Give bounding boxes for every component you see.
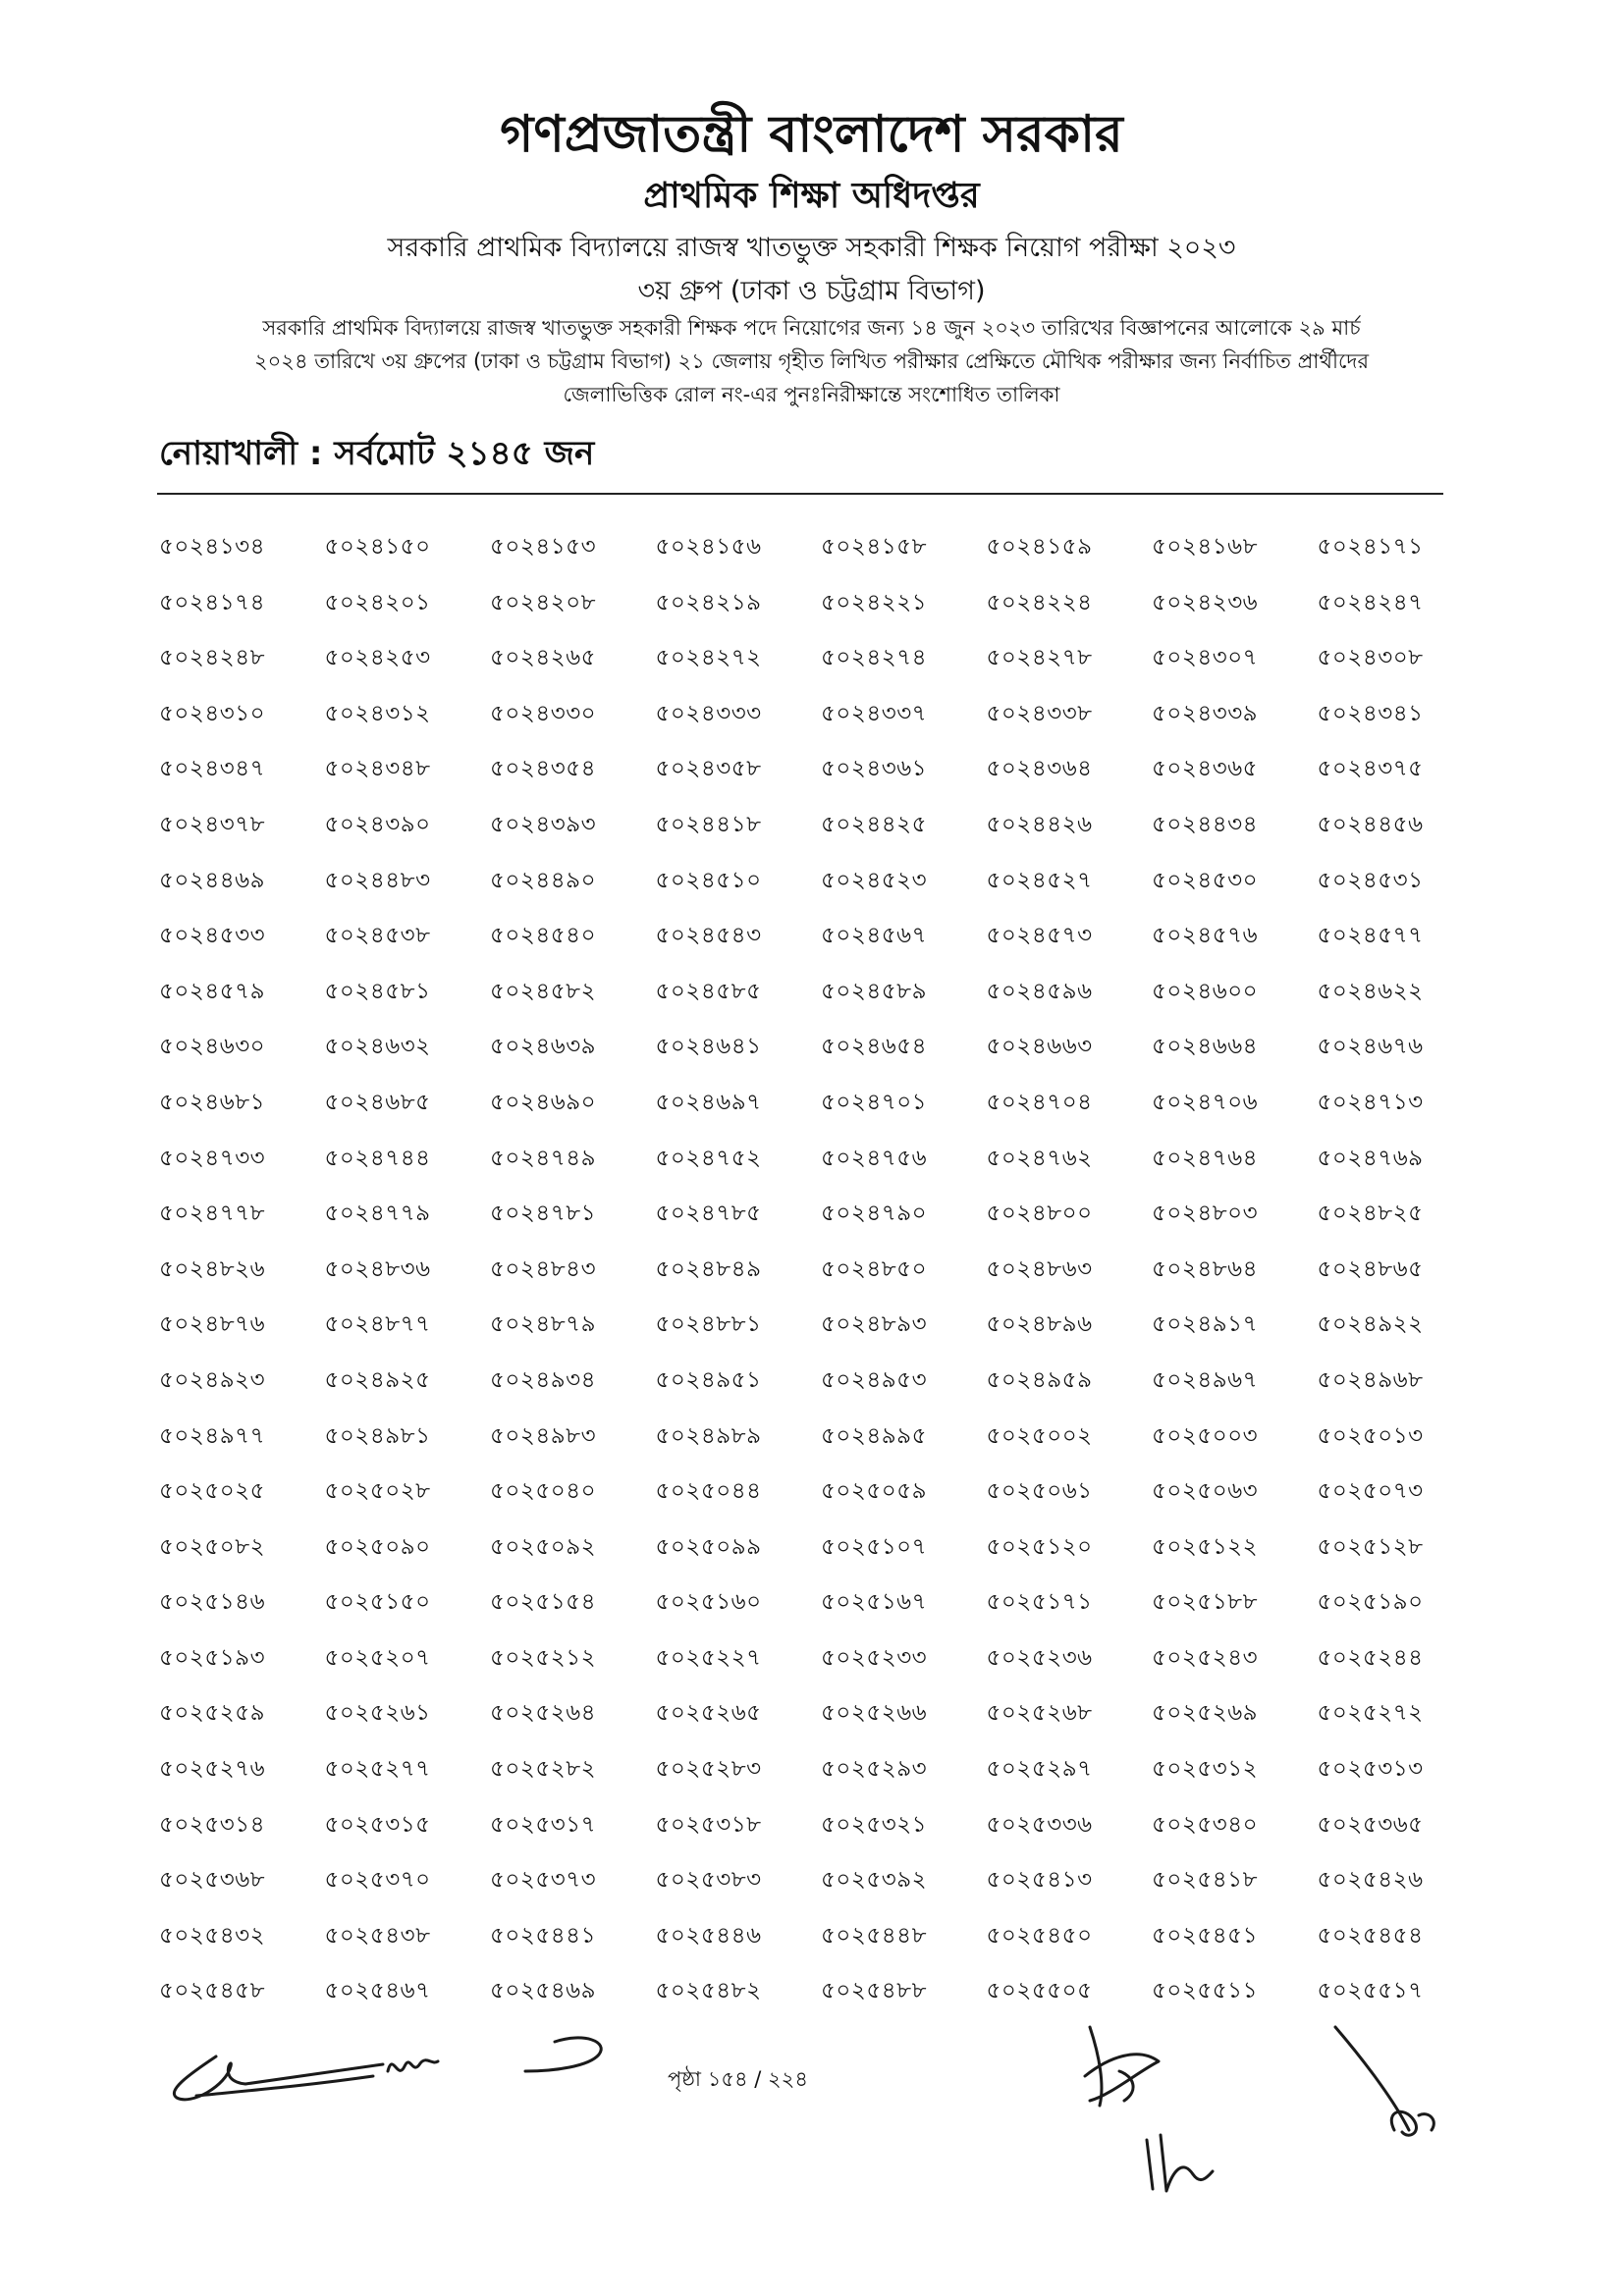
- roll-number: ৫০২৪৪২৫: [821, 811, 928, 837]
- roll-number: ৫০২৪৪৯০: [490, 867, 597, 893]
- signature-1: [157, 2037, 393, 2115]
- signature-3: [515, 2027, 614, 2086]
- roll-number: ৫০২৫১৮৮: [1152, 1589, 1259, 1616]
- roll-number: ৫০২৪৭৬৪: [1152, 1145, 1259, 1171]
- roll-number: ৫০২৫৩৬৫: [1317, 1811, 1424, 1838]
- table-row: [159, 1088, 1445, 1144]
- roll-number: ৫০২৫২৩৩: [821, 1644, 928, 1671]
- group-title: ৩য় গ্রুপ (ঢাকা ও চট্টগ্রাম বিভাগ): [637, 276, 986, 306]
- roll-number: ৫০২৪১৩৪: [159, 534, 266, 560]
- roll-number: ৫০২৪৬৫৪: [821, 1034, 928, 1060]
- roll-number: ৫০২৪৫৩৩: [159, 923, 266, 949]
- roll-number: ৫০২৪৩৩৮: [986, 700, 1093, 726]
- roll-number: ৫০২৫০৯০: [324, 1533, 431, 1560]
- roll-number: ৫০২৪৬৬৩: [986, 1034, 1093, 1060]
- roll-number: ৫০২৪৮০০: [986, 1201, 1093, 1227]
- roll-number: ৫০২৪৩৭৮: [159, 811, 266, 837]
- roll-number: ৫০২৫০৫৯: [821, 1478, 928, 1505]
- roll-number: ৫০২৪৯৯৫: [821, 1422, 928, 1449]
- roll-number: ৫০২৫১৯৩: [159, 1644, 266, 1671]
- roll-number: ৫০২৫০৯৯: [655, 1533, 762, 1560]
- roll-number: ৫০২৫০০২: [986, 1422, 1093, 1449]
- roll-number: ৫০২৫০৮২: [159, 1533, 266, 1560]
- roll-number: ৫০২৫৩১৫: [324, 1811, 431, 1838]
- roll-number: ৫০২৫৩১৮: [655, 1811, 762, 1838]
- roll-number: ৫০২৪৯২২: [1317, 1311, 1424, 1338]
- roll-number: ৫০২৫৪১৮: [1152, 1867, 1259, 1894]
- roll-number: ৫০২৪৭৬২: [986, 1145, 1093, 1171]
- roll-number: ৫০২৪৭৬৯: [1317, 1145, 1424, 1171]
- roll-number: ৫০২৪৫২৭: [986, 867, 1093, 893]
- roll-number: ৫০২৪৪১৮: [655, 811, 762, 837]
- roll-number: ৫০২৪৫৮৫: [655, 978, 762, 1004]
- roll-number: ৫০২৫০৬৩: [1152, 1478, 1259, 1505]
- roll-number: ৫০২৪৮৯৩: [821, 1311, 928, 1338]
- roll-number: ৫০২৫৩৪০: [1152, 1811, 1259, 1838]
- table-row: [159, 1032, 1445, 1088]
- government-title: গণপ্রজাতন্ত্রী বাংলাদেশ সরকার: [500, 105, 1123, 164]
- roll-number: ৫০২৪৭৩৩: [159, 1145, 266, 1171]
- roll-number: ৫০২৫২৯৩: [821, 1756, 928, 1783]
- roll-number: ৫০২৪৫৭৭: [1317, 923, 1424, 949]
- roll-number: ৫০২৫১৯০: [1317, 1589, 1424, 1616]
- roll-number: ৫০২৪২৭৪: [821, 645, 928, 671]
- roll-number: ৫০২৫৩১৩: [1317, 1756, 1424, 1783]
- roll-number: ৫০২৫৩১৪: [159, 1811, 266, 1838]
- table-row: [159, 1976, 1445, 2032]
- roll-number: ৫০২৫৫০৫: [986, 1978, 1093, 2004]
- roll-number: ৫০২৪৮৪৯: [655, 1255, 762, 1282]
- roll-number: ৫০২৫৪৫০: [986, 1922, 1093, 1949]
- table-row: [159, 643, 1445, 699]
- roll-number: ৫০২৪৫৩৮: [324, 923, 431, 949]
- roll-number: ৫০২৪৮৬৫: [1317, 1255, 1424, 1282]
- roll-number: ৫০২৫০৪৪: [655, 1478, 762, 1505]
- roll-number: ৫০২৪৩৪৭: [159, 756, 266, 782]
- roll-number: ৫০২৪২০১: [324, 589, 431, 615]
- roll-number: ৫০২৪৫৮৯: [821, 978, 928, 1004]
- signature-6: [1139, 2130, 1217, 2199]
- roll-number: ৫০২৫৩২১: [821, 1811, 928, 1838]
- roll-number: ৫০২৪৩৩৯: [1152, 700, 1259, 726]
- table-row: [159, 810, 1445, 866]
- roll-number: ৫০২৪১৫৮: [821, 534, 928, 560]
- roll-number: ৫০২৫৪৬৭: [324, 1978, 431, 2004]
- table-row: [159, 532, 1445, 588]
- roll-number: ৫০২৪৭৮৫: [655, 1201, 762, 1227]
- roll-number: ৫০২৫২৭৭: [324, 1756, 431, 1783]
- page-number: পৃষ্ঠা ১৫৪ / ২২৪: [668, 2067, 808, 2091]
- signature-4: [1070, 2017, 1178, 2115]
- roll-number: ৫০২৪৩০৮: [1317, 645, 1424, 671]
- roll-number: ৫০২৪৫৬৭: [821, 923, 928, 949]
- roll-number: ৫০২৪৮৬৪: [1152, 1255, 1259, 1282]
- roll-number: ৫০২৪৭০৪: [986, 1089, 1093, 1115]
- roll-number: ৫০২৪১৫৩: [490, 534, 597, 560]
- roll-number: ৫০২৪৮৭৬: [159, 1311, 266, 1338]
- exam-title: সরকারি প্রাথমিক বিদ্যালয়ে রাজস্ব খাতভুক্ত সহকারী শিক্ষক নিয়োগ পরীক্ষা ২০২৩: [387, 233, 1236, 263]
- table-row: [159, 1255, 1445, 1310]
- table-row: [159, 1810, 1445, 1866]
- roll-number: ৫০২৪৪২৬: [986, 811, 1093, 837]
- table-row: [159, 1365, 1445, 1421]
- roll-number: ৫০২৪৬৩২: [324, 1034, 431, 1060]
- roll-number: ৫০২৪৭৪৯: [490, 1145, 597, 1171]
- roll-number: ৫০২৫২৩৬: [986, 1644, 1093, 1671]
- roll-number: ৫০২৫২৮৩: [655, 1756, 762, 1783]
- roll-number: ৫০২৪৫৪০: [490, 923, 597, 949]
- roll-number: ৫০২৫৩৩৬: [986, 1811, 1093, 1838]
- roll-number: ৫০২৫৪৫১: [1152, 1922, 1259, 1949]
- roll-number: ৫০২৫০৬১: [986, 1478, 1093, 1505]
- roll-number: ৫০২৪২০৮: [490, 589, 597, 615]
- roll-number: ৫০২৪৫৭৯: [159, 978, 266, 1004]
- roll-number: ৫০২৪৬৬৪: [1152, 1034, 1259, 1060]
- roll-number-table: [159, 532, 1445, 2032]
- roll-number: ৫০২৪৬৩৯: [490, 1034, 597, 1060]
- roll-number: ৫০২৪৩১০: [159, 700, 266, 726]
- roll-number: ৫০২৫২৬৮: [986, 1700, 1093, 1727]
- roll-number: ৫০২৪৫৪৩: [655, 923, 762, 949]
- roll-number: ৫০২৪৯৫৩: [821, 1366, 928, 1393]
- table-row: [159, 1309, 1445, 1365]
- roll-number: ৫০২৪৪৩৪: [1152, 811, 1259, 837]
- roll-number: ৫০২৪৮৯৬: [986, 1311, 1093, 1338]
- district-heading: নোয়াখালী : সর্বমোট ২১৪৫ জন: [159, 434, 595, 473]
- table-row: [159, 1921, 1445, 1977]
- table-row: [159, 1199, 1445, 1255]
- table-row: [159, 699, 1445, 755]
- roll-number: ৫০২৪২১৯: [655, 589, 762, 615]
- roll-number: ৫০২৪৬২২: [1317, 978, 1424, 1004]
- roll-number: ৫০২৫০১৩: [1317, 1422, 1424, 1449]
- roll-number: ৫০২৫১০৭: [821, 1533, 928, 1560]
- roll-number: ৫০২৪৫১০: [655, 867, 762, 893]
- roll-number: ৫০২৪৬০০: [1152, 978, 1259, 1004]
- roll-number: ৫০২৫২৬১: [324, 1700, 431, 1727]
- roll-number: ৫০২৪৩৩৩: [655, 700, 762, 726]
- roll-number: ৫০২৪৫৯৬: [986, 978, 1093, 1004]
- roll-number: ৫০২৪৫২৩: [821, 867, 928, 893]
- department-title: প্রাথমিক শিক্ষা অধিদপ্তর: [643, 176, 980, 216]
- roll-number: ৫০২৪৭৮১: [490, 1201, 597, 1227]
- divider: [157, 493, 1443, 495]
- roll-number: ৫০২৪৬৪১: [655, 1034, 762, 1060]
- roll-number: ৫০২৪৭০১: [821, 1089, 928, 1115]
- roll-number: ৫০২৫৪৮২: [655, 1978, 762, 2004]
- table-row: [159, 1144, 1445, 1200]
- roll-number: ৫০২৪৮৪৩: [490, 1255, 597, 1282]
- roll-number: ৫০২৫২৮২: [490, 1756, 597, 1783]
- roll-number: ৫০২৪৭৪৪: [324, 1145, 431, 1171]
- roll-number: ৫০২৫০৪০: [490, 1478, 597, 1505]
- roll-number: ৫০২৪৯৮১: [324, 1422, 431, 1449]
- roll-number: ৫০২৪২৫৩: [324, 645, 431, 671]
- table-row: [159, 1532, 1445, 1588]
- roll-number: ৫০২৫৪৩২: [159, 1922, 266, 1949]
- roll-number: ৫০২৪৭০৬: [1152, 1089, 1259, 1115]
- roll-number: ৫০২৪২৬৫: [490, 645, 597, 671]
- roll-number: ৫০২৫২৬৫: [655, 1700, 762, 1727]
- roll-number: ৫০২৪৪৮৩: [324, 867, 431, 893]
- roll-number: ৫০২৫৪১৩: [986, 1867, 1093, 1894]
- roll-number: ৫০২৪৯৬৭: [1152, 1366, 1259, 1393]
- roll-number: ৫০২৫০৯২: [490, 1533, 597, 1560]
- roll-number: ৫০২৪৮৫০: [821, 1255, 928, 1282]
- signature-5: [1316, 2022, 1453, 2150]
- roll-number: ৫০২৪৩৩০: [490, 700, 597, 726]
- roll-number: ৫০২৫১৭১: [986, 1589, 1093, 1616]
- roll-number: ৫০২৫৩৬৮: [159, 1867, 266, 1894]
- roll-number: ৫০২৫৩৭৩: [490, 1867, 597, 1894]
- roll-number: ৫০২৪৮২৫: [1317, 1201, 1424, 1227]
- roll-number: ৫০২৫৩৯২: [821, 1867, 928, 1894]
- roll-number: ৫০২৪৩৭৫: [1317, 756, 1424, 782]
- roll-number: ৫০২৪৩৪১: [1317, 700, 1424, 726]
- roll-number: ৫০২৫৪৫৮: [159, 1978, 266, 2004]
- roll-number: ৫০২৫১২৮: [1317, 1533, 1424, 1560]
- roll-number: ৫০২৪৯১৭: [1152, 1311, 1259, 1338]
- roll-number: ৫০২৫৩১৭: [490, 1811, 597, 1838]
- roll-number: ৫০২৪৫৩১: [1317, 867, 1424, 893]
- roll-number: ৫০২৫১৪৬: [159, 1589, 266, 1616]
- roll-number: ৫০২৫১৬০: [655, 1589, 762, 1616]
- roll-number: ৫০২৫৪৪১: [490, 1922, 597, 1949]
- table-row: [159, 1643, 1445, 1699]
- roll-number: ৫০২৪৪৫৬: [1317, 811, 1424, 837]
- roll-number: ৫০২৪৩১২: [324, 700, 431, 726]
- roll-number: ৫০২৪২৪৮: [159, 645, 266, 671]
- description-line-3: জেলাভিত্তিক রোল নং-এর পুনঃনিরীক্ষান্তে সংশোধিত তালিকা: [563, 383, 1060, 406]
- roll-number: ৫০২৪৯২৩: [159, 1366, 266, 1393]
- roll-number: ৫০২৪৯২৫: [324, 1366, 431, 1393]
- roll-number: ৫০২৫২৯৭: [986, 1756, 1093, 1783]
- roll-number: ৫০২৪৭৯০: [821, 1201, 928, 1227]
- roll-number: ৫০২৪৫৭৬: [1152, 923, 1259, 949]
- roll-number: ৫০২৫১২০: [986, 1533, 1093, 1560]
- roll-number: ৫০২৪৯৫১: [655, 1366, 762, 1393]
- roll-number: ৫০২৪৮৭৭: [324, 1311, 431, 1338]
- roll-number: ৫০২৫৪৩৮: [324, 1922, 431, 1949]
- roll-number: ৫০২৫২৫৯: [159, 1700, 266, 1727]
- roll-number: ৫০২৪৩৪৮: [324, 756, 431, 782]
- roll-number: ৫০২৫৪৪৮: [821, 1922, 928, 1949]
- roll-number: ৫০২৫১৫০: [324, 1589, 431, 1616]
- roll-number: ৫০২৪৭৭৯: [324, 1201, 431, 1227]
- roll-number: ৫০২৫২৬৯: [1152, 1700, 1259, 1727]
- roll-number: ৫০২৫৩৭০: [324, 1867, 431, 1894]
- roll-number: ৫০২৪৯৮৯: [655, 1422, 762, 1449]
- roll-number: ৫০২৪৩৯৩: [490, 811, 597, 837]
- roll-number: ৫০২৫১২২: [1152, 1533, 1259, 1560]
- roll-number: ৫০২৪৯৮৩: [490, 1422, 597, 1449]
- signature-2: [383, 2042, 442, 2091]
- roll-number: ৫০২৫৩১২: [1152, 1756, 1259, 1783]
- roll-number: ৫০২৫০২৫: [159, 1478, 266, 1505]
- table-row: [159, 1587, 1445, 1643]
- roll-number: ৫০২৪৫৩০: [1152, 867, 1259, 893]
- description-line-2: ২০২৪ তারিখে ৩য় গ্রুপের (ঢাকা ও চট্টগ্রাম বিভাগ) ২১ জেলায় গৃহীত লিখিত পরীক্ষার প্রেক্ষিতে মৌখিক পরীক্ষার জন্য নির্বাচিত প্রার্থীদের: [253, 349, 1369, 373]
- roll-number: ৫০২৫২৬৬: [821, 1700, 928, 1727]
- roll-number: ৫০২৪৬৩০: [159, 1034, 266, 1060]
- roll-number: ৫০২৪৩৫৮: [655, 756, 762, 782]
- roll-number: ৫০২৪১৭৪: [159, 589, 266, 615]
- roll-number: ৫০২৪৯৫৯: [986, 1366, 1093, 1393]
- roll-number: ৫০২৪৩৫৪: [490, 756, 597, 782]
- roll-number: ৫০২৪৮৩৬: [324, 1255, 431, 1282]
- roll-number: ৫০২৪৩৯০: [324, 811, 431, 837]
- roll-number: ৫০২৫২৬৪: [490, 1700, 597, 1727]
- roll-number: ৫০২৪৮৮১: [655, 1311, 762, 1338]
- roll-number: ৫০২৪২৩৬: [1152, 589, 1259, 615]
- roll-number: ৫০২৫২৭৬: [159, 1756, 266, 1783]
- roll-number: ৫০২৪৯৩৪: [490, 1366, 597, 1393]
- table-row: [159, 1476, 1445, 1532]
- table-row: [159, 1421, 1445, 1477]
- roll-number: ৫০২৪১৬৮: [1152, 534, 1259, 560]
- roll-number: ৫০২৪৮৭৯: [490, 1311, 597, 1338]
- roll-number: ৫০২৪৪৬৯: [159, 867, 266, 893]
- roll-number: ৫০২৪২২৪: [986, 589, 1093, 615]
- roll-number: ৫০২৪৭৫৬: [821, 1145, 928, 1171]
- roll-number: ৫০২৪৩৬১: [821, 756, 928, 782]
- roll-number: ৫০২৪১৭১: [1317, 534, 1424, 560]
- roll-number: ৫০২৪৫৭৩: [986, 923, 1093, 949]
- roll-number: ৫০২৫২৪৪: [1317, 1644, 1424, 1671]
- roll-number: ৫০২৫০২৮: [324, 1478, 431, 1505]
- roll-number: ৫০২৪৬৮১: [159, 1089, 266, 1115]
- roll-number: ৫০২৪৭১৩: [1317, 1089, 1424, 1115]
- roll-number: ৫০২৫২২৭: [655, 1644, 762, 1671]
- roll-number: ৫০২৫৪৮৮: [821, 1978, 928, 2004]
- roll-number: ৫০২৪৮০৩: [1152, 1201, 1259, 1227]
- roll-number: ৫০২৫০০৩: [1152, 1422, 1259, 1449]
- roll-number: ৫০২৫১৬৭: [821, 1589, 928, 1616]
- roll-number: ৫০২৪৯৬৮: [1317, 1366, 1424, 1393]
- roll-number: ৫০২৪৮২৬: [159, 1255, 266, 1282]
- roll-number: ৫০২৪২৭২: [655, 645, 762, 671]
- roll-number: ৫০২৫৪৪৬: [655, 1922, 762, 1949]
- roll-number: ৫০২৪৭৭৮: [159, 1201, 266, 1227]
- roll-number: ৫০২৪১৫৯: [986, 534, 1093, 560]
- roll-number: ৫০২৪১৫০: [324, 534, 431, 560]
- roll-number: ৫০২৪৬৭৬: [1317, 1034, 1424, 1060]
- roll-number: ৫০২৫৪২৬: [1317, 1867, 1424, 1894]
- roll-number: ৫০২৫২৭২: [1317, 1700, 1424, 1727]
- roll-number: ৫০২৫১৫৪: [490, 1589, 597, 1616]
- roll-number: ৫০২৪২৭৮: [986, 645, 1093, 671]
- roll-number: ৫০২৫২০৭: [324, 1644, 431, 1671]
- roll-number: ৫০২৪৩০৭: [1152, 645, 1259, 671]
- table-row: [159, 754, 1445, 810]
- roll-number: ৫০২৫৪৫৪: [1317, 1922, 1424, 1949]
- roll-number: ৫০২৪৩৬৫: [1152, 756, 1259, 782]
- roll-number: ৫০২৪৬৯০: [490, 1089, 597, 1115]
- roll-number: ৫০২৪৯৭৭: [159, 1422, 266, 1449]
- roll-number: ৫০২৪৮৬৩: [986, 1255, 1093, 1282]
- roll-number: ৫০২৫০৭৩: [1317, 1478, 1424, 1505]
- roll-number: ৫০২৫৩৮৩: [655, 1867, 762, 1894]
- table-row: [159, 588, 1445, 644]
- roll-number: ৫০২৪৬৯৭: [655, 1089, 762, 1115]
- table-row: [159, 866, 1445, 922]
- roll-number: ৫০২৪২২১: [821, 589, 928, 615]
- roll-number: ৫০২৪৬৮৫: [324, 1089, 431, 1115]
- roll-number: ৫০২৪৫৮২: [490, 978, 597, 1004]
- table-row: [159, 1698, 1445, 1754]
- table-row: [159, 921, 1445, 977]
- roll-number: ৫০২৪৩৬৪: [986, 756, 1093, 782]
- roll-number: ৫০২৫২১২: [490, 1644, 597, 1671]
- table-row: [159, 1865, 1445, 1921]
- roll-number: ৫০২৪৫৮১: [324, 978, 431, 1004]
- roll-number: ৫০২৪১৫৬: [655, 534, 762, 560]
- roll-number: ৫০২৫৪৬৯: [490, 1978, 597, 2004]
- roll-number: ৫০২৪৭৫২: [655, 1145, 762, 1171]
- roll-number: ৫০২৪৩৩৭: [821, 700, 928, 726]
- table-row: [159, 1754, 1445, 1810]
- roll-number: ৫০২৫২৪৩: [1152, 1644, 1259, 1671]
- roll-number: ৫০২৫৫১১: [1152, 1978, 1259, 2004]
- roll-number: ৫০২৪২৪৭: [1317, 589, 1424, 615]
- table-row: [159, 977, 1445, 1033]
- roll-number: ৫০২৫৫১৭: [1317, 1978, 1424, 2004]
- description-line-1: সরকারি প্রাথমিক বিদ্যালয়ে রাজস্ব খাতভুক্ত সহকারী শিক্ষক পদে নিয়োগের জন্য ১৪ জুন ২০২৩ তারিখের বিজ্ঞাপনের আলোকে ২৯ মার্চ: [262, 316, 1361, 340]
